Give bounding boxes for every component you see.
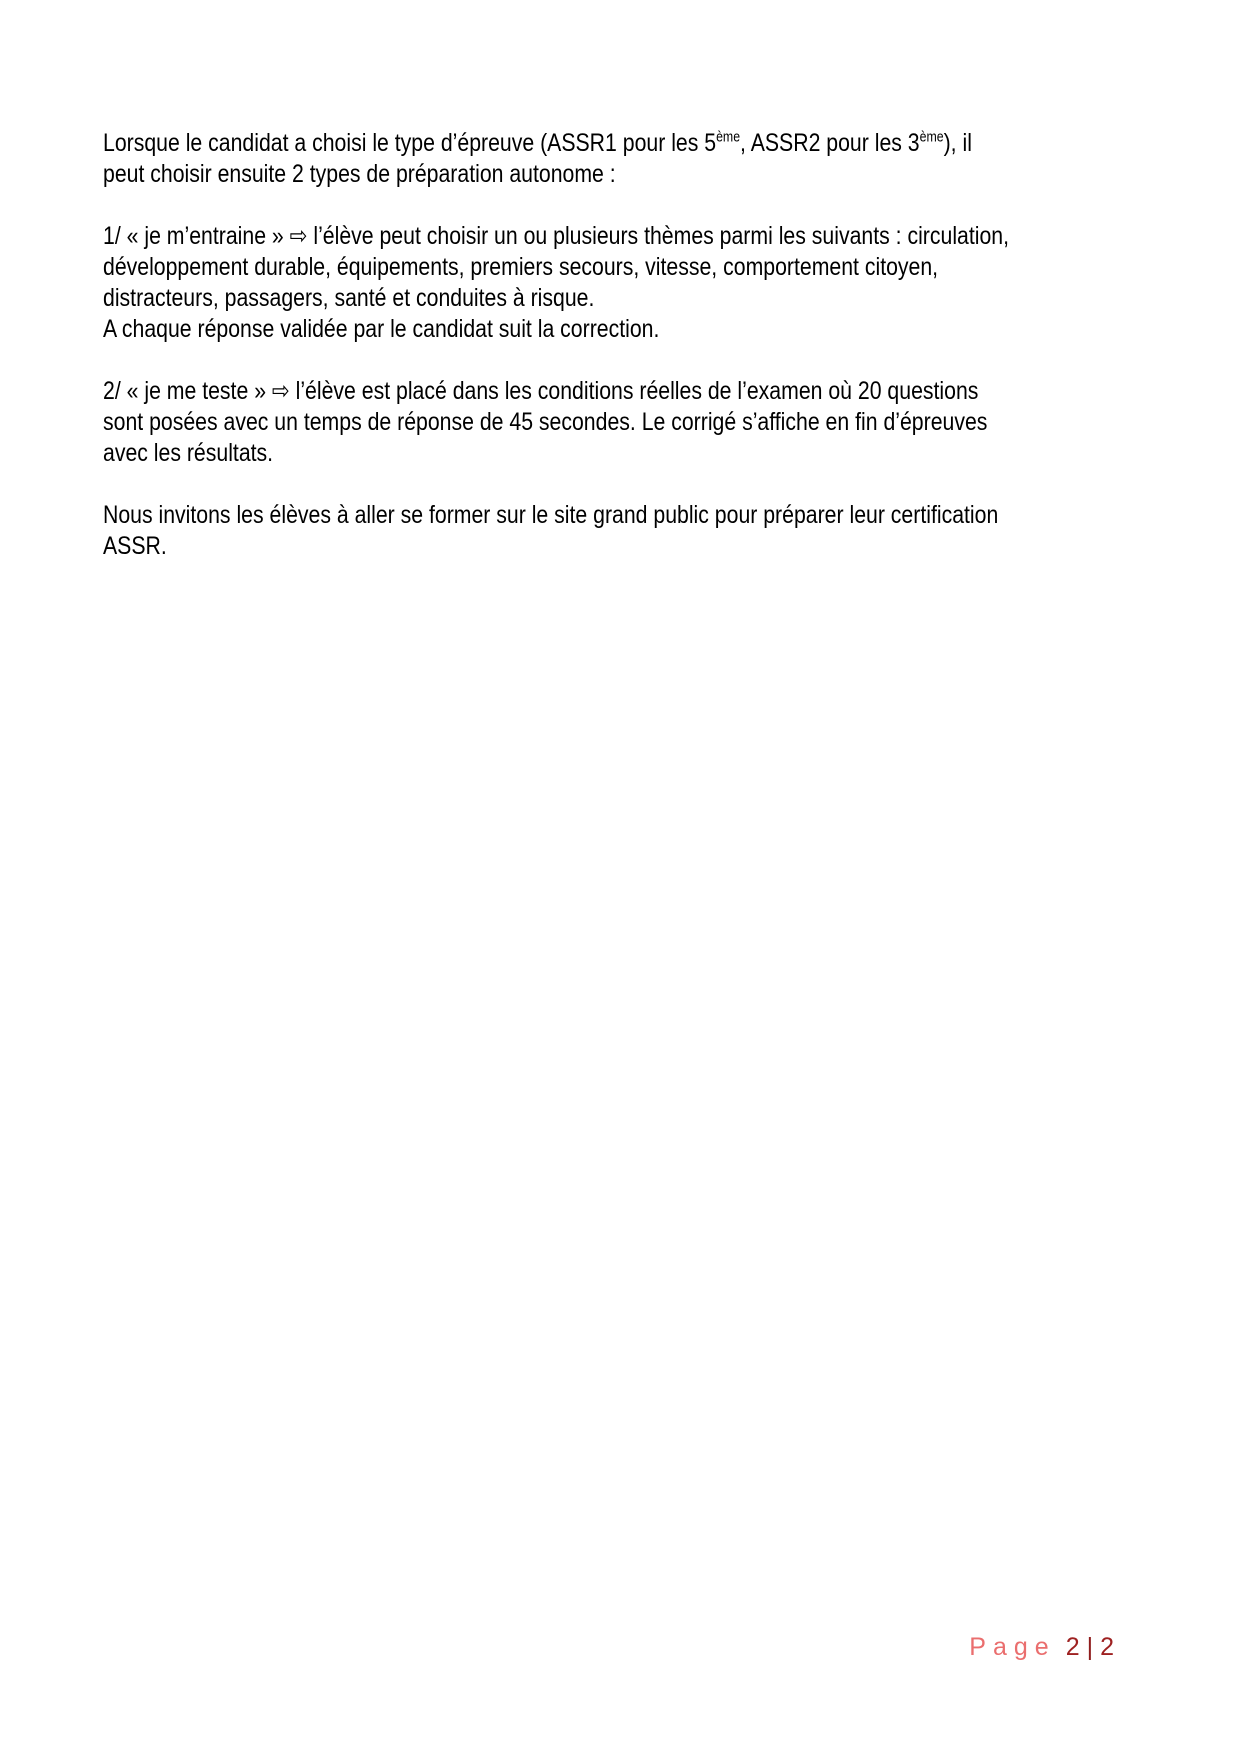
text-line: 1/ « je m’entraine » ⇨ l’élève peut choisir un ou plusieurs thèmes parmi les suivants : circulation, [103,222,1010,250]
text-line: A chaque réponse validée par le candidat suit la correction. [103,315,660,343]
paragraph-intro [103,128,1163,190]
footer-current-page-number: 2 [1065,1633,1080,1661]
page-footer [969,1632,1114,1663]
text-line: sont posées avec un temps de réponse de 45 secondes. Le corrigé s’affiche en fin d’épreuves [103,408,988,436]
text-line: développement durable, équipements, premiers secours, vitesse, comportement citoyen, [103,253,939,281]
text-line: Nous invitons les élèves à aller se former sur le site grand public pour préparer leur certification [103,501,999,529]
superscript-eme: ème [919,129,944,146]
text-line: 2/ « je me teste » ⇨ l’élève est placé dans les conditions réelles de l’examen où 20 questions [103,377,979,405]
text-line: distracteurs, passagers, santé et conduites à risque. [103,284,595,312]
text-line: ASSR. [103,532,167,560]
intro-segment-1: Lorsque le candidat a choisi le type d’épreuve (ASSR1 pour les 5 [103,129,717,157]
intro-segment-2: , ASSR2 pour les 3 [740,129,920,157]
superscript-eme: ème [716,129,741,146]
text-line [103,128,1004,159]
paragraph-option-test [103,376,1163,469]
text-line: avec les résultats. [103,439,274,467]
paragraph-option-train [103,221,1163,345]
footer-page-label: Page [969,1633,1056,1661]
document-body [103,128,1163,593]
footer-page-separator: | [1086,1633,1094,1661]
text-line: peut choisir ensuite 2 types de préparation autonome : [103,160,616,188]
footer-total-pages-number: 2 [1100,1633,1114,1661]
paragraph-invitation [103,500,1163,562]
intro-segment-3: ), il [943,129,972,157]
